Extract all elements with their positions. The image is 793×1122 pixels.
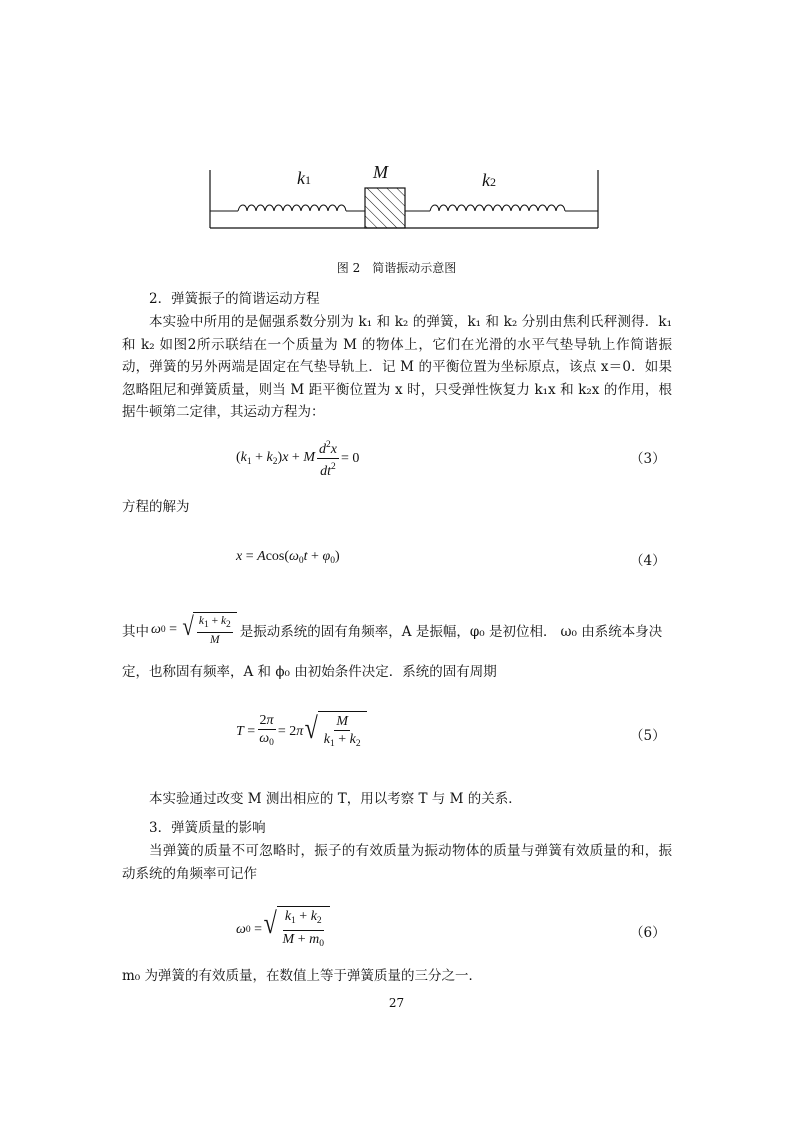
- omega-lead: 其中: [122, 623, 149, 640]
- figure-caption: 图 2 简谐振动示意图: [336, 261, 457, 275]
- spring-k1: [238, 205, 346, 211]
- m0-text: m₀ 为弹簧的有效质量，在数值上等于弹簧质量的三分之一．: [122, 968, 483, 984]
- solution-label: 方程的解为: [122, 499, 190, 515]
- omega-line-2: 定，也称固有频率，A 和 ϕ₀ 由初始条件决定．系统的固有周期: [122, 664, 497, 680]
- equation-4-number: （4）: [630, 553, 666, 569]
- equation-6-number: （6）: [630, 925, 666, 941]
- equation-5: T = $\frac{2\pi}{\omega_0}$ = 2 π √ $\frac{M}{k_1 + k_2}$: [236, 711, 367, 753]
- mass-block: [365, 188, 405, 228]
- equation-3: $(k_1 + k_2)x + M$ $\frac{d^2x}{dt^2}$ = 0: [236, 437, 359, 480]
- page-number: 27: [388, 996, 405, 1010]
- spring-oscillator-figure: [200, 160, 610, 240]
- omega-tail: ω₀ 由系统本身决: [560, 623, 663, 640]
- figure-label-k2: k2: [482, 170, 496, 190]
- section-2-paragraph: 本实验中所用的是倔强系数分别为 k₁ 和 k₂ 的弹簧，k₁ 和 k₂ 分别由焦利氏秤测得．k₁ 和 k₂ 如图2所示联结在一个质量为 M 的物体上，它们在光滑的水平气垫导轨上作简谐振动，弹簧的另外两端是固定在气垫导轨上．记 M 的平衡位置为坐标原点，该点 x＝0．如果忽略阻尼和弹簧质量，则当 M 距平衡位置为 x 时，只受弹性恢复力 k₁x 和 k₂x 的作用，根据牛顿第二定律，其运动方程为：: [122, 314, 672, 420]
- section-3-paragraph: 当弹簧的质量不可忽略时，振子的有效质量为振动物体的质量与弹簧有效质量的和，振动系统的角频率可记作: [122, 843, 672, 882]
- section-2-heading: 2．弹簧振子的简谐运动方程: [149, 291, 320, 307]
- equation-3-number: （3）: [630, 451, 666, 467]
- section-3-heading: 3．弹簧质量的影响: [149, 820, 266, 836]
- equation-4: $x = Acos(\omega_0t + \varphi_0)$: [236, 549, 340, 566]
- equation-5-number: （5）: [630, 728, 666, 744]
- experiment-text: 本实验通过改变 M 测出相应的 T，用以考察 T 与 M 的关系．: [149, 791, 522, 807]
- spring-k2: [430, 205, 565, 211]
- omega-definition-line: [122, 612, 682, 647]
- figure-label-k1: k1: [297, 168, 311, 188]
- equation-6: ω 0 = √ $\frac{k_1 + k_2}{M + m_0}$: [236, 906, 330, 953]
- phase-text: φ₀ 是初位相．: [469, 623, 557, 640]
- omega-formula: ω 0 = √ $\frac{k_1 + k_2}{M}$: [151, 612, 237, 647]
- amplitude-text: A 是振幅，: [401, 623, 470, 640]
- figure-label-M: M: [373, 162, 388, 182]
- omega-after: 是振动系统的固有角频率，: [239, 623, 402, 640]
